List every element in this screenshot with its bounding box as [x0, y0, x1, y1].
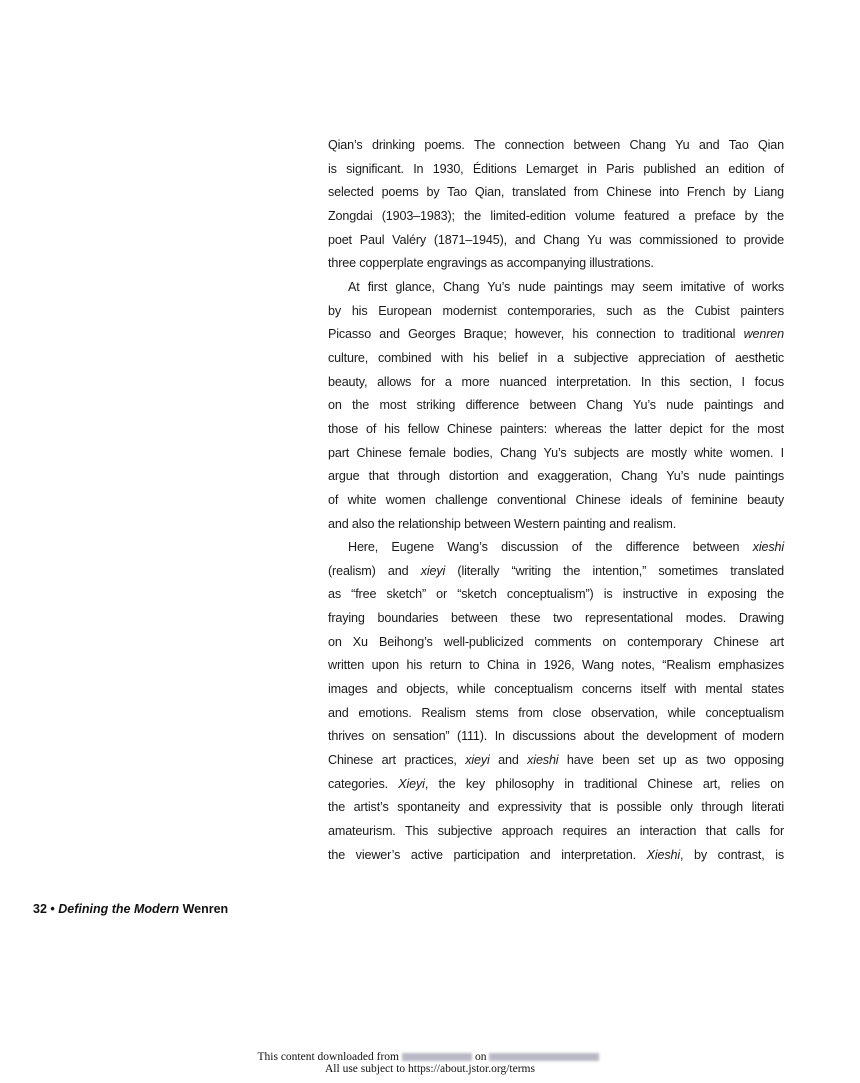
text-line [328, 820, 784, 844]
download-notice-on: on [474, 1051, 487, 1063]
text-run: Picasso and Georges Braque; however, his connection to traditional [328, 327, 744, 342]
text-run: (literally “writing the intention,” sometimes translated [445, 563, 784, 578]
italic-term: xieyi [420, 563, 446, 578]
bullet: • [50, 902, 55, 916]
text-line [328, 489, 784, 513]
running-footer [33, 902, 228, 916]
text-line [328, 300, 784, 324]
jstor-terms-notice [0, 1063, 860, 1075]
text-line [328, 347, 784, 371]
book-title-roman: Wenren [182, 902, 229, 916]
italic-term: Xieshi [646, 847, 681, 862]
text-run: poet Paul Valéry (1871–1945), and Chang Yu was commissioned to provide [328, 232, 784, 247]
redacted-ip [402, 1053, 472, 1061]
text-line [328, 394, 784, 418]
text-line [328, 536, 784, 560]
text-run: written upon his return to China in 1926, Wang notes, “Realism emphasizes [328, 658, 784, 673]
text-run: on the most striking difference between Chang Yu’s nude paintings and [328, 398, 784, 413]
text-line [328, 844, 784, 868]
text-line [328, 418, 784, 442]
text-line [328, 725, 784, 749]
text-line [328, 134, 784, 158]
text-run: the viewer’s active participation and interpretation. [328, 847, 647, 862]
text-run: fraying boundaries between these two representational modes. Drawing [328, 611, 784, 626]
italic-term: Xieyi [398, 776, 425, 791]
jstor-download-notice [0, 1051, 860, 1063]
text-run: those of his fellow Chinese painters: whereas the latter depict for the most [328, 421, 784, 436]
text-run: argue that through distortion and exaggeration, Chang Yu’s nude paintings [328, 469, 784, 484]
text-run: categories. [328, 776, 399, 791]
redacted-timestamp [489, 1053, 599, 1061]
text-run: thrives on sensation” (111). In discussions about the development of modern [328, 729, 784, 744]
text-run: is significant. In 1930, Éditions Lemarget in Paris published an edition of [328, 161, 784, 176]
italic-term: xieshi [752, 540, 784, 555]
text-run: , by contrast, is [680, 847, 785, 862]
text-run: beauty, allows for a more nuanced interpretation. In this section, I focus [328, 374, 784, 389]
text-line [328, 276, 784, 300]
text-line [328, 229, 784, 253]
text-line [328, 702, 784, 726]
download-notice-text: This content downloaded from [257, 1051, 399, 1063]
text-line [328, 205, 784, 229]
text-line [328, 371, 784, 395]
text-line [328, 513, 784, 537]
text-line [328, 678, 784, 702]
text-line [328, 442, 784, 466]
text-line [328, 158, 784, 182]
text-run: , the key philosophy in traditional Chinese art, relies on [424, 776, 784, 791]
paragraph [328, 276, 784, 536]
text-run: three copperplate engravings as accompanying illustrations. [328, 256, 654, 271]
text-run: part Chinese female bodies, Chang Yu’s subjects are mostly white women. I [328, 445, 784, 460]
page-number: 32 [33, 902, 47, 916]
text-run: culture, combined with his belief in a subjective appreciation of aesthetic [328, 350, 784, 365]
text-line [328, 583, 784, 607]
text-line [328, 607, 784, 631]
text-run: on Xu Beihong’s well-publicized comments on contemporary Chinese art [328, 634, 784, 649]
text-run: Chinese art practices, [328, 753, 466, 768]
text-run: and also the relationship between Western painting and realism. [328, 516, 677, 531]
book-title-italic: Defining the Modern [58, 902, 180, 916]
text-run: Here, Eugene Wang’s discussion of the difference between [348, 540, 753, 555]
text-line [328, 654, 784, 678]
text-run: and emotions. Realism stems from close observation, while conceptualism [328, 705, 784, 720]
text-line [328, 181, 784, 205]
text-run: images and objects, while conceptualism concerns itself with mental states [328, 682, 784, 697]
italic-term: xieshi [527, 753, 559, 768]
text-line [328, 631, 784, 655]
text-line [328, 749, 784, 773]
text-run: (realism) and [328, 563, 421, 578]
italic-term: wenren [743, 327, 784, 342]
text-line [328, 773, 784, 797]
text-run: amateurism. This subjective approach requires an interaction that calls for [328, 824, 784, 839]
body-text [328, 134, 784, 867]
terms-text: All use subject to https://about.jstor.org/terms [325, 1063, 535, 1075]
italic-term: xieyi [465, 753, 490, 768]
text-line [328, 465, 784, 489]
text-run: as “free sketch” or “sketch conceptualism”) is instructive in exposing the [328, 587, 784, 602]
text-run: Zongdai (1903–1983); the limited-edition volume featured a preface by the [328, 208, 784, 223]
text-line [328, 796, 784, 820]
paragraph [328, 134, 784, 276]
text-run: selected poems by Tao Qian, translated from Chinese into French by Liang [328, 185, 784, 200]
text-run: and [489, 753, 528, 768]
text-run: At first glance, Chang Yu’s nude paintings may seem imitative of works [348, 279, 784, 294]
text-run: of white women challenge conventional Chinese ideals of feminine beauty [328, 492, 784, 507]
text-line [328, 323, 784, 347]
text-line [328, 252, 784, 276]
text-run: by his European modernist contemporaries, such as the Cubist painters [328, 303, 784, 318]
text-run: Qian’s drinking poems. The connection between Chang Yu and Tao Qian [328, 138, 784, 152]
paragraph [328, 536, 784, 867]
text-run: have been set up as two opposing [558, 753, 784, 768]
text-run: the artist’s spontaneity and expressivity that is possible only through literati [328, 800, 784, 815]
text-line [328, 560, 784, 584]
